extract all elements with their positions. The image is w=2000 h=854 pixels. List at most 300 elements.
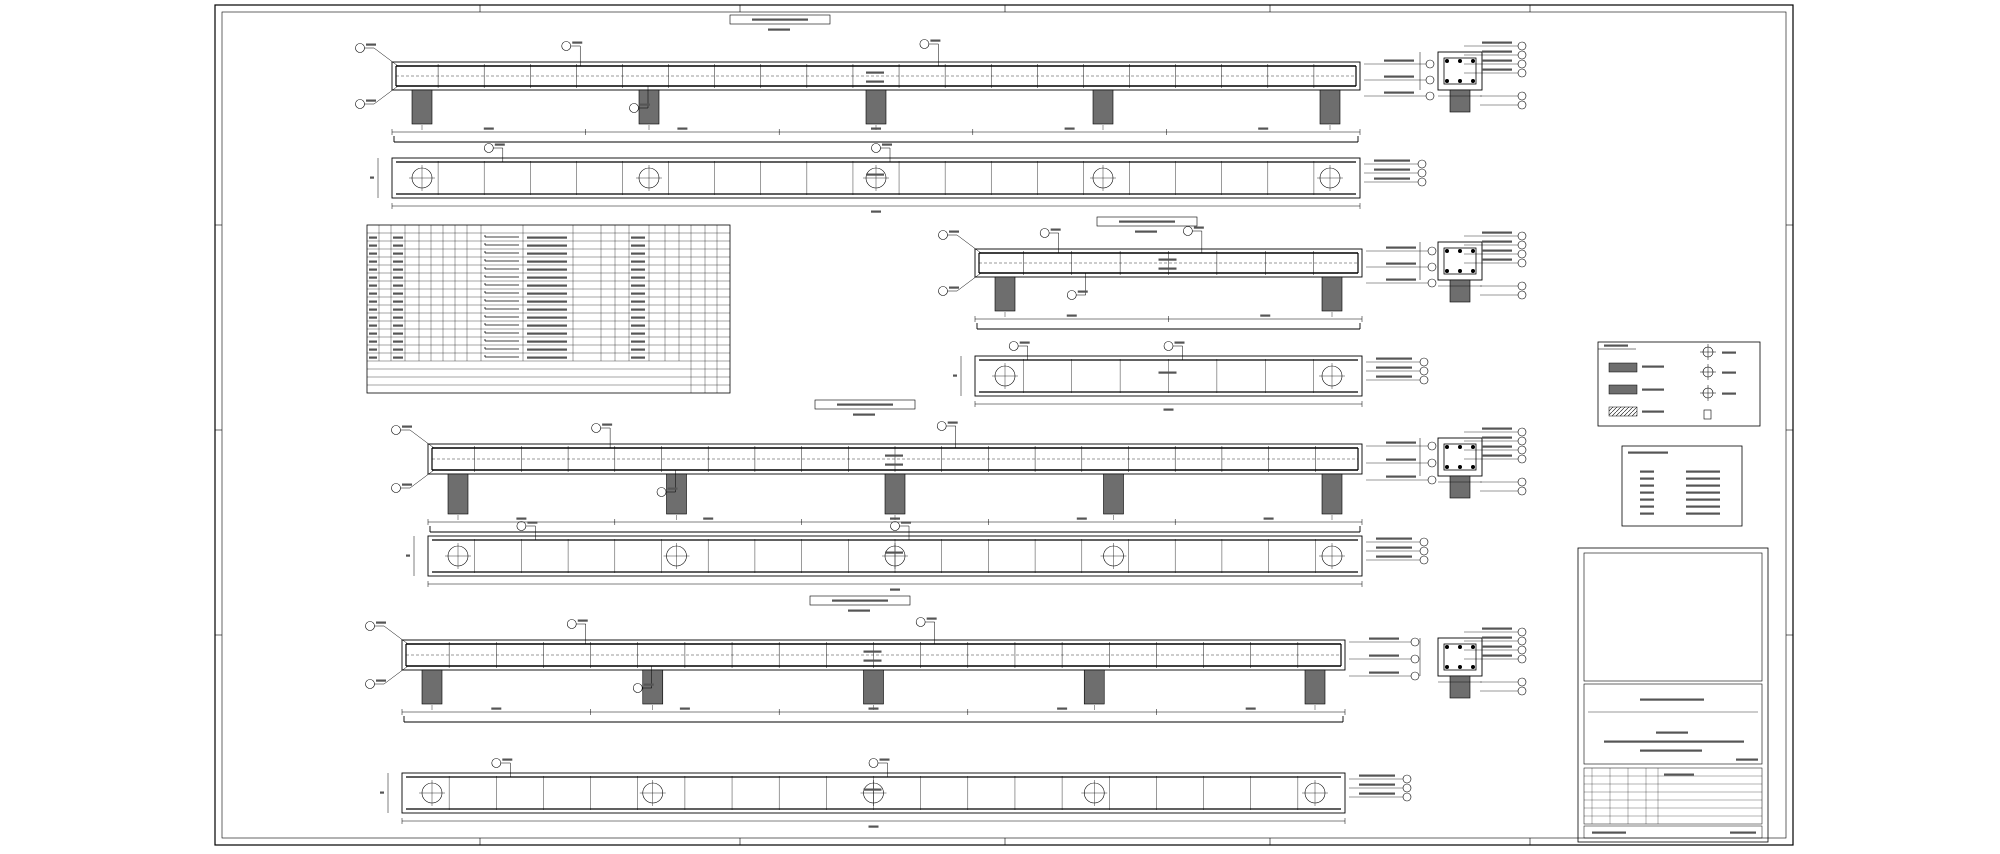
notes-key-text <box>1640 485 1654 487</box>
schedule-cell-text <box>369 325 377 327</box>
section-title-text <box>832 600 888 602</box>
bar-mark-text <box>1369 638 1399 640</box>
pile <box>866 90 886 124</box>
notes-key-text <box>1640 499 1654 501</box>
bar-mark-text <box>1175 342 1185 344</box>
legend-label-text <box>1642 411 1664 413</box>
schedule-cell-text <box>527 277 567 279</box>
bar-mark-text <box>1386 247 1416 249</box>
dimension-text <box>1260 315 1270 317</box>
project-title-text <box>1604 741 1744 743</box>
bar-mark-text <box>927 618 937 620</box>
dimension-text <box>491 708 501 710</box>
section-title-text <box>1119 221 1175 223</box>
bar-mark-text <box>1374 169 1410 171</box>
section-rebar-dot <box>1445 645 1449 649</box>
schedule-cell-text <box>393 285 403 287</box>
schedule-cell-text <box>393 341 403 343</box>
bar-mark-bubble <box>1426 60 1434 68</box>
schedule-cell-text <box>527 357 567 359</box>
bar-mark-text <box>376 622 386 624</box>
sheet-footer-text <box>1592 832 1626 834</box>
schedule-cell-text <box>393 237 403 239</box>
beam-size-text <box>864 651 882 653</box>
bar-mark-text <box>1482 259 1512 261</box>
bar-mark-text <box>1482 446 1512 448</box>
beam-4-drawing <box>366 596 1420 828</box>
dimension-text <box>1065 128 1075 130</box>
bar-mark-text <box>578 620 588 622</box>
bar-mark-text <box>1482 51 1512 53</box>
bar-mark-text <box>502 759 512 761</box>
schedule-cell-text <box>631 317 645 319</box>
schedule-cell-text <box>393 349 403 351</box>
section-rebar-dot <box>1458 665 1462 669</box>
dimension-text <box>406 555 410 557</box>
section-rebar-dot <box>1471 269 1475 273</box>
beam-size-text <box>1159 259 1177 261</box>
notes-value-text <box>1686 478 1720 480</box>
bar-mark-bubble <box>517 522 526 531</box>
callout-leader <box>957 273 981 291</box>
section-rebar-dot <box>1458 445 1462 449</box>
dimension-text <box>516 518 526 520</box>
section-pile <box>1450 476 1470 498</box>
section-rebar-dot <box>1458 59 1462 63</box>
bar-mark-bubble <box>1518 428 1526 436</box>
beam-size-text <box>1159 268 1177 270</box>
bar-mark-text <box>1376 538 1412 540</box>
beam-size-text <box>866 72 884 74</box>
bar-mark-text <box>402 484 412 486</box>
legend-swatch-hatch <box>1609 407 1637 416</box>
bar-mark-text <box>1384 60 1414 62</box>
bar-mark-bubble <box>891 522 900 531</box>
schedule-cell-text <box>369 341 377 343</box>
pile <box>667 474 687 514</box>
bar-mark-bubble <box>1518 487 1526 495</box>
bar-mark-text <box>527 522 537 524</box>
beam-size-text <box>885 464 903 466</box>
schedule-cell-text <box>393 317 403 319</box>
schedule-cell-text <box>631 293 645 295</box>
pile <box>1093 90 1113 124</box>
notes-value-text <box>1686 513 1720 515</box>
bar-mark-bubble <box>1518 628 1526 636</box>
bar-mark-text <box>1359 784 1395 786</box>
notes-value-text <box>1686 485 1720 487</box>
bar-mark-bubble <box>1518 60 1526 68</box>
bar-mark-text <box>901 522 911 524</box>
schedule-cell-text <box>393 309 403 311</box>
beam-size-text <box>864 660 882 662</box>
callout-leader <box>384 626 408 644</box>
bar-mark-bubble <box>1411 655 1419 663</box>
bar-mark-bubble <box>1428 459 1436 467</box>
bar-mark-text <box>1078 291 1088 293</box>
bar-mark-text <box>1376 547 1412 549</box>
bar-mark-text <box>1482 637 1512 639</box>
pile <box>1104 474 1124 514</box>
bar-mark-bubble <box>567 620 576 629</box>
notes-key-text <box>1640 513 1654 515</box>
dimension-text <box>680 708 690 710</box>
bar-mark-bubble <box>1411 638 1419 646</box>
schedule-cell-text <box>527 317 567 319</box>
dimension-text <box>484 128 494 130</box>
bar-mark-text <box>1020 342 1030 344</box>
bar-mark-text <box>1482 69 1512 71</box>
bar-mark-bubble <box>1518 232 1526 240</box>
bar-mark-bubble <box>1518 637 1526 645</box>
legend-title-text <box>1604 345 1628 347</box>
dimension-text <box>871 211 881 213</box>
dimension-text <box>703 518 713 520</box>
section-title-text <box>752 19 808 21</box>
schedule-cell-text <box>369 277 377 279</box>
bar-mark-bubble <box>1518 291 1526 299</box>
bar-mark-bubble <box>939 287 948 296</box>
bar-mark-bubble <box>1428 476 1436 484</box>
notes-key-text <box>1640 492 1654 494</box>
schedule-cell-text <box>393 301 403 303</box>
legend-box <box>1598 342 1760 426</box>
section-rebar-dot <box>1458 465 1462 469</box>
callout-leader <box>957 235 981 253</box>
bar-mark-bubble <box>1518 282 1526 290</box>
section-title-text <box>837 404 893 406</box>
bar-mark-bubble <box>1518 646 1526 654</box>
schedule-cell-text <box>369 293 377 295</box>
schedule-cell-text <box>631 237 645 239</box>
dimension-text <box>1067 315 1077 317</box>
notes-key-text <box>1640 478 1654 480</box>
pile <box>1320 90 1340 124</box>
legend-label-text <box>1642 366 1664 368</box>
section-pile <box>1450 280 1470 302</box>
bar-mark-text <box>1194 227 1204 229</box>
section-rebar-dot <box>1458 79 1462 83</box>
notes-value-text <box>1686 492 1720 494</box>
dimension-text <box>1077 518 1087 520</box>
bar-mark-bubble <box>1518 92 1526 100</box>
sheet-footer-text <box>1730 832 1756 834</box>
bar-mark-text <box>882 144 892 146</box>
pile <box>1322 277 1342 311</box>
schedule-cell-text <box>527 333 567 335</box>
section-scale-text <box>1135 231 1157 233</box>
revision-table <box>1584 768 1762 824</box>
section-rebar-dot <box>1458 249 1462 253</box>
section-rebar-dot <box>1445 59 1449 63</box>
schedule-cell-text <box>631 325 645 327</box>
callout-leader <box>410 470 434 488</box>
schedule-cell-text <box>369 301 377 303</box>
bar-mark-text <box>1376 358 1412 360</box>
bar-mark-text <box>1374 178 1410 180</box>
bar-mark-text <box>1482 628 1512 630</box>
notes-key-text <box>1640 506 1654 508</box>
bar-mark-bubble <box>366 622 375 631</box>
section-rebar-dot <box>1471 445 1475 449</box>
bar-mark-bubble <box>366 680 375 689</box>
section-rebar-dot <box>1471 249 1475 253</box>
notes-box <box>1622 446 1742 526</box>
callout-leader <box>374 48 398 66</box>
notes-value-text <box>1686 506 1720 508</box>
schedule-cell-text <box>393 357 403 359</box>
schedule-cell-text <box>369 237 377 239</box>
outer-border <box>215 5 1793 845</box>
bar-mark-bubble <box>1518 678 1526 686</box>
cross-sections <box>1420 42 1526 699</box>
bar-mark-text <box>572 42 582 44</box>
schedule-cell-text <box>631 301 645 303</box>
schedule-cell-text <box>393 245 403 247</box>
notes-title-text <box>1628 452 1668 454</box>
pile <box>1305 670 1325 704</box>
pile <box>864 670 884 704</box>
schedule-cell-text <box>527 285 567 287</box>
section-rebar-dot <box>1458 269 1462 273</box>
bar-mark-text <box>402 426 412 428</box>
bar-mark-bubble <box>1426 76 1434 84</box>
bar-mark-text <box>366 100 376 102</box>
dimension-text <box>890 589 900 591</box>
plan-size-text <box>866 174 884 176</box>
revision-text <box>1664 774 1694 776</box>
bar-mark-bubble <box>1518 687 1526 695</box>
legend-label-text <box>1722 393 1736 395</box>
schedule-cell-text <box>527 245 567 247</box>
callout-leader <box>374 86 398 104</box>
dimension-text <box>869 708 879 710</box>
bar-mark-text <box>880 759 890 761</box>
section-rebar-dot <box>1445 465 1449 469</box>
bar-mark-bubble <box>1428 442 1436 450</box>
bar-mark-bubble <box>1418 178 1426 186</box>
bar-mark-text <box>1386 442 1416 444</box>
schedule-cell-text <box>369 269 377 271</box>
bar-mark-text <box>1386 279 1416 281</box>
schedule-cell-text <box>369 357 377 359</box>
dimension-text <box>370 177 374 179</box>
schedule-cell-text <box>527 253 567 255</box>
bar-mark-bubble <box>1418 169 1426 177</box>
notes-value-text <box>1686 499 1720 501</box>
bar-mark-text <box>1386 476 1416 478</box>
schedule-cell-text <box>631 309 645 311</box>
bar-mark-text <box>640 104 650 106</box>
dimension-text <box>1246 708 1256 710</box>
revision-table-frame <box>1584 768 1762 824</box>
bar-mark-bubble <box>1518 42 1526 50</box>
bar-mark-bubble <box>1183 227 1192 236</box>
company-name-text <box>1640 699 1704 701</box>
border-ticks <box>215 5 1793 845</box>
bar-mark-bubble <box>939 231 948 240</box>
bar-mark-bubble <box>1403 793 1411 801</box>
bar-mark-text <box>1376 367 1412 369</box>
schedule-cell-text <box>631 349 645 351</box>
bar-mark-bubble <box>484 144 493 153</box>
bar-mark-text <box>1376 556 1412 558</box>
schedule-cell-text <box>527 269 567 271</box>
dimension-text <box>677 128 687 130</box>
section-pile <box>1450 676 1470 698</box>
section-rebar-dot <box>1471 59 1475 63</box>
schedule-cell-text <box>631 357 645 359</box>
bar-mark-bubble <box>1518 655 1526 663</box>
legend-label-text <box>1722 352 1736 354</box>
schedule-cell-text <box>527 341 567 343</box>
legend-swatch-pile <box>1609 363 1637 372</box>
bar-mark-bubble <box>1518 446 1526 454</box>
bar-mark-bubble <box>630 104 639 113</box>
bar-mark-bubble <box>1426 92 1434 100</box>
bar-mark-text <box>1359 775 1395 777</box>
schedule-cell-text <box>369 349 377 351</box>
bar-mark-bubble <box>920 40 929 49</box>
bar-mark-bubble <box>562 42 571 51</box>
schedule-cell-text <box>393 293 403 295</box>
pile <box>639 90 659 124</box>
callout-leader <box>410 430 434 448</box>
pile <box>1084 670 1104 704</box>
bar-mark-bubble <box>356 44 365 53</box>
beam-3-drawing <box>392 400 1437 591</box>
bar-mark-bubble <box>1420 538 1428 546</box>
bar-mark-bubble <box>1420 556 1428 564</box>
pile <box>412 90 432 124</box>
bar-mark-text <box>1482 241 1512 243</box>
bar-mark-text <box>495 144 505 146</box>
bar-mark-text <box>1482 232 1512 234</box>
bar-mark-text <box>1051 229 1061 231</box>
dimension-text <box>1264 518 1274 520</box>
bar-mark-text <box>376 680 386 682</box>
bar-mark-bubble <box>1518 51 1526 59</box>
legend-swatch-cap <box>1609 385 1637 394</box>
title-block <box>1578 548 1768 842</box>
legend-label-text <box>1722 372 1736 374</box>
bar-mark-text <box>1369 655 1399 657</box>
notes-text-lines <box>1628 452 1720 515</box>
bar-mark-text <box>1384 92 1414 94</box>
schedule-cell-text <box>631 341 645 343</box>
bar-mark-bubble <box>1420 358 1428 366</box>
bar-mark-bubble <box>1420 376 1428 384</box>
bar-mark-bubble <box>1518 250 1526 258</box>
schedule-cell-text <box>369 333 377 335</box>
bar-mark-text <box>602 424 612 426</box>
pile <box>643 670 663 704</box>
bar-mark-text <box>1482 428 1512 430</box>
bar-mark-text <box>948 422 958 424</box>
section-rebar-dot <box>1471 465 1475 469</box>
schedule-cell-text <box>631 285 645 287</box>
callout-leader <box>384 666 408 684</box>
bar-mark-text <box>949 231 959 233</box>
bar-mark-bubble <box>916 618 925 627</box>
schedule-cell-text <box>527 349 567 351</box>
legend-symbol-box <box>1704 410 1711 419</box>
schedule-cell-text <box>631 269 645 271</box>
schedule-cell-text <box>527 309 567 311</box>
bar-mark-text <box>366 44 376 46</box>
bar-mark-text <box>1386 263 1416 265</box>
bar-mark-bubble <box>356 100 365 109</box>
schedule-cell-text <box>369 309 377 311</box>
inner-border <box>222 12 1786 838</box>
pile <box>448 474 468 514</box>
plan-size-text <box>864 789 882 791</box>
bar-mark-bubble <box>1009 342 1018 351</box>
bar-mark-text <box>930 40 940 42</box>
bar-mark-bubble <box>1420 367 1428 375</box>
bar-mark-text <box>1482 655 1512 657</box>
schedule-cell-text <box>369 245 377 247</box>
section-rebar-dot <box>1471 665 1475 669</box>
schedule-cell-text <box>527 237 567 239</box>
schedule-cell-text <box>631 261 645 263</box>
bar-mark-bubble <box>1418 160 1426 168</box>
bar-mark-text <box>1374 160 1410 162</box>
bar-mark-text <box>1369 672 1399 674</box>
bar-mark-bubble <box>633 684 642 693</box>
bar-mark-text <box>1386 459 1416 461</box>
section-rebar-dot <box>1458 645 1462 649</box>
bar-mark-bubble <box>1420 547 1428 555</box>
section-rebar-dot <box>1445 79 1449 83</box>
dimension-text <box>890 518 900 520</box>
bar-mark-text <box>1359 793 1395 795</box>
rebar-schedule-table <box>367 225 730 393</box>
notes-value-text <box>1686 471 1720 473</box>
section-pile <box>1450 90 1470 112</box>
section-rebar-dot <box>1471 79 1475 83</box>
schedule-cell-text <box>369 317 377 319</box>
bar-mark-bubble <box>1164 342 1173 351</box>
schedule-cell-text <box>527 325 567 327</box>
bar-mark-bubble <box>392 484 401 493</box>
schedule-cell-text <box>393 333 403 335</box>
bar-mark-bubble <box>1428 263 1436 271</box>
bar-mark-bubble <box>1428 247 1436 255</box>
bar-mark-text <box>1376 376 1412 378</box>
dimension-text <box>1258 128 1268 130</box>
bar-mark-bubble <box>1040 229 1049 238</box>
schedule-cell-text <box>631 253 645 255</box>
section-scale-text <box>853 414 875 416</box>
bar-mark-bubble <box>869 759 878 768</box>
plan-size-text <box>885 552 903 554</box>
drawing-number-text <box>1736 759 1758 761</box>
pile <box>422 670 442 704</box>
bar-mark-bubble <box>937 422 946 431</box>
section-rebar-dot <box>1471 645 1475 649</box>
bar-mark-bubble <box>1518 101 1526 109</box>
plan-size-text <box>1159 372 1177 374</box>
section-rebar-dot <box>1445 269 1449 273</box>
bar-mark-bubble <box>1428 279 1436 287</box>
schedule-cell-text <box>631 277 645 279</box>
section-scale-text <box>768 29 790 31</box>
schedule-cell-text <box>393 261 403 263</box>
bar-mark-text <box>1482 437 1512 439</box>
schedule-cell-text <box>527 293 567 295</box>
bar-mark-bubble <box>1518 437 1526 445</box>
